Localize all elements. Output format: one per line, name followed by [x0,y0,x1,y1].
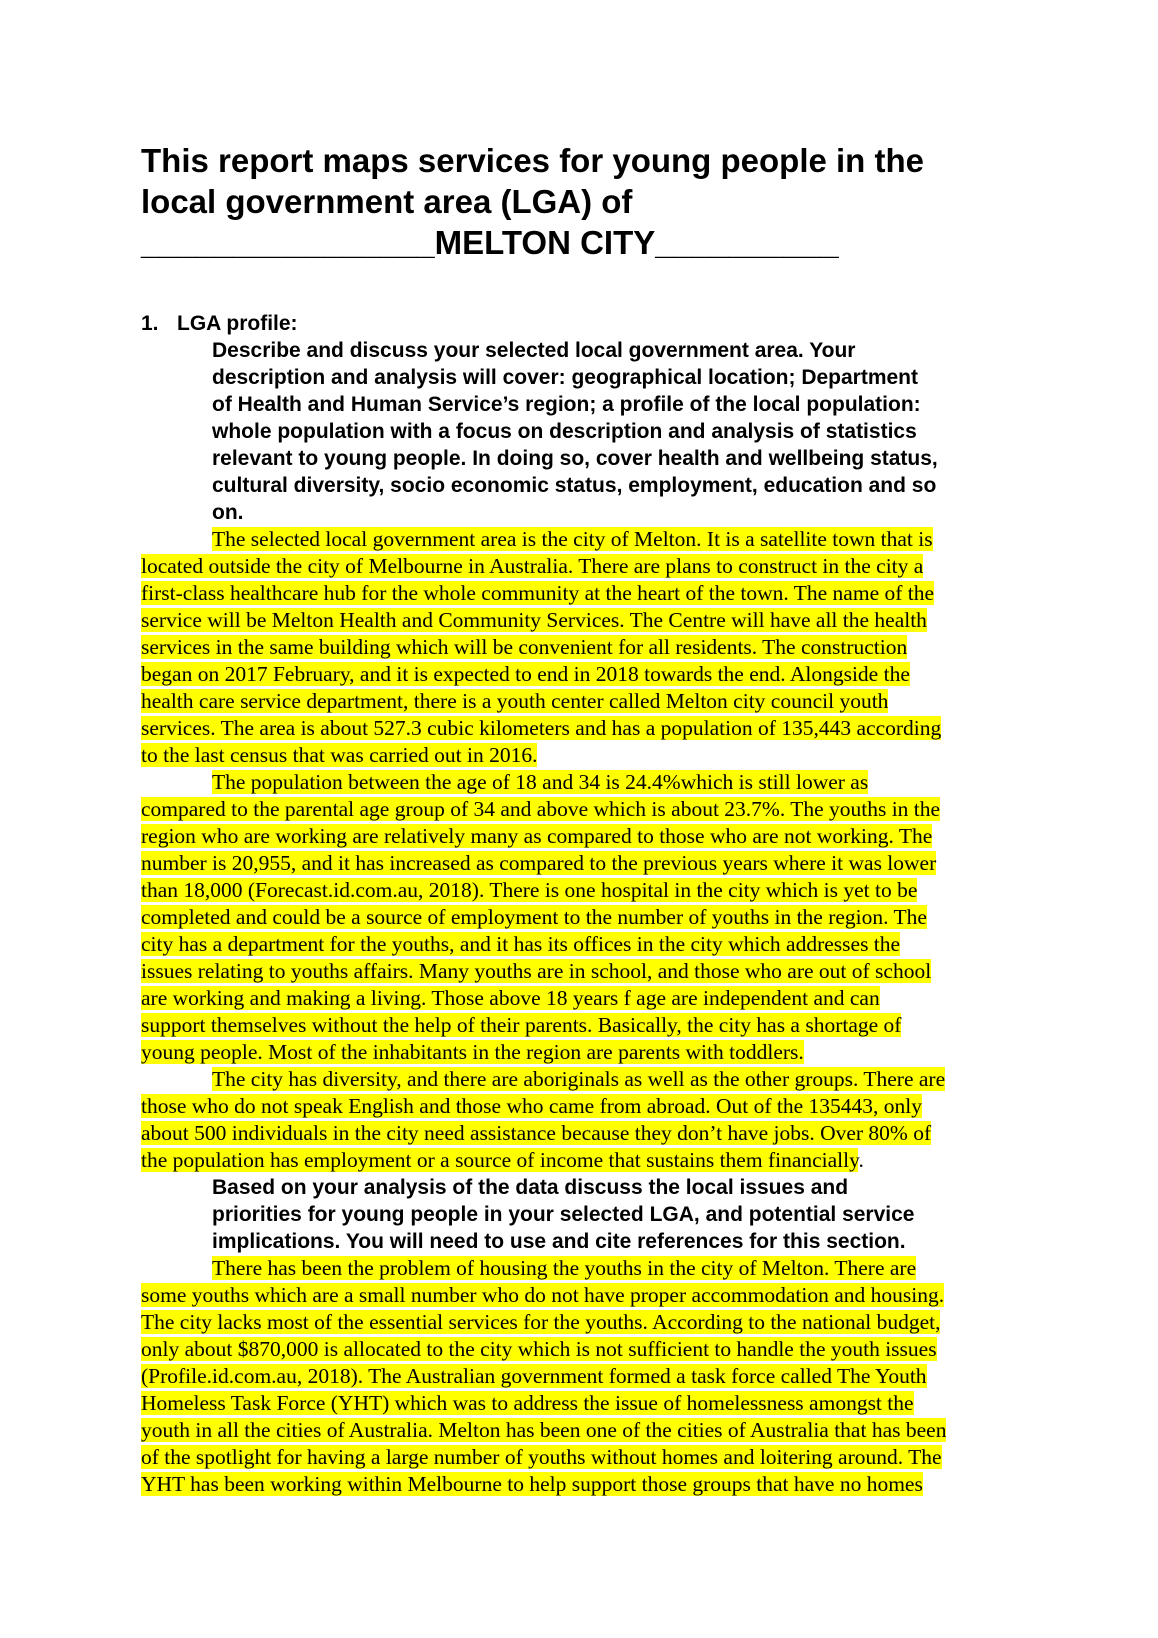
instruction-lga-profile [212,337,1021,526]
section-heading [141,311,1021,337]
paragraph-line: region who are working are relatively many as compared to those who are not working. The [141,824,933,848]
title-line-3: ________________MELTON CITY__________ [141,224,839,261]
paragraph-line: youth in all the cities of Australia. Melton has been one of the cities of Australia that has been [141,1418,947,1442]
paragraph-line: of the spotlight for having a large number of youths without homes and loitering around. The [141,1445,942,1469]
paragraph-line: The selected local government area is the city of Melton. It is a satellite town that is [212,527,933,551]
paragraph-population [141,769,1021,1066]
paragraph-line: Homeless Task Force (YHT) which was to address the issue of homelessness amongst the [141,1391,914,1415]
title-line-1: This report maps services for young people in the [141,142,925,179]
instruction-line: priorities for young people in your selected LGA, and potential service [212,1203,915,1226]
section-title: LGA profile: [177,312,298,335]
paragraph-line: issues relating to youths affairs. Many youths are in school, and those who are out of school [141,959,932,983]
paragraph-housing [141,1255,1021,1498]
instruction-line: whole population with a focus on description and analysis of statistics [212,420,917,443]
instruction-line: cultural diversity, socio economic status, employment, education and so [212,474,937,497]
paragraph-line: services. The area is about 527.3 cubic kilometers and has a population of 135,443 according [141,716,942,740]
instruction-line: of Health and Human Service’s region; a profile of the local population: [212,393,921,416]
paragraph-line: completed and could be a source of employment to the number of youths in the region. The [141,905,927,929]
paragraph-line: some youths which are a small number who do not have proper accommodation and housing. [141,1283,945,1307]
section-number: 1. [141,312,159,335]
paragraph-line: The population between the age of 18 and 34 is 24.4%which is still lower as [212,770,869,794]
paragraph-line: number is 20,955, and it has increased as compared to the previous years where it was lower [141,851,937,875]
document-body [141,311,1021,1498]
paragraph-line: health care service department, there is a youth center called Melton city council youth [141,689,889,713]
instruction-line: on. [212,501,244,524]
paragraph-line: the population has employment or a source of income that sustains them financially [141,1148,859,1172]
paragraph-location [141,526,1021,769]
paragraph-line: to the last census that was carried out in 2016. [141,743,538,767]
instruction-local-issues [212,1174,1021,1255]
instruction-line: implications. You will need to use and cite references for this section. [212,1230,906,1253]
paragraph-line: than 18,000 (Forecast.id.com.au, 2018). There is one hospital in the city which is yet to be [141,878,918,902]
paragraph-line: about 500 individuals in the city need assistance because they don’t have jobs. Over 80% of [141,1121,932,1145]
paragraph-line: The city lacks most of the essential services for the youths. According to the national budget, [141,1310,941,1334]
paragraph-end-period: . [858,1148,864,1172]
instruction-line: relevant to young people. In doing so, cover health and wellbeing status, [212,447,938,470]
instruction-line: Based on your analysis of the data discuss the local issues and [212,1176,849,1199]
paragraph-line: The city has diversity, and there are aboriginals as well as the other groups. There are [212,1067,946,1091]
report-title [141,140,1021,263]
paragraph-line: first-class healthcare hub for the whole community at the heart of the town. The name of the [141,581,935,605]
paragraph-line: are working and making a living. Those above 18 years f age are independent and can [141,986,880,1010]
title-line-2: local government area (LGA) of [141,183,633,220]
paragraph-line: those who do not speak English and those who came from abroad. Out of the 135443, only [141,1094,923,1118]
instruction-line: Describe and discuss your selected local government area. Your [212,339,856,362]
paragraph-line: city has a department for the youths, and it has its offices in the city which addresses the [141,932,901,956]
paragraph-line: YHT has been working within Melbourne to help support those groups that have no homes [141,1472,923,1496]
paragraph-line: There has been the problem of housing the youths in the city of Melton. There are [212,1256,917,1280]
paragraph-line: support themselves without the help of their parents. Basically, the city has a shortage of [141,1013,902,1037]
paragraph-line: young people. Most of the inhabitants in the region are parents with toddlers. [141,1040,804,1064]
paragraph-line: service will be Melton Health and Community Services. The Centre will have all the health [141,608,927,632]
paragraph-line: (Profile.id.com.au, 2018). The Australian government formed a task force called The Youth [141,1364,927,1388]
paragraph-line: services in the same building which will be convenient for all residents. The construction [141,635,908,659]
instruction-line: description and analysis will cover: geographical location; Department [212,366,919,389]
paragraph-line: began on 2017 February, and it is expected to end in 2018 towards the end. Alongside the [141,662,910,686]
paragraph-diversity [141,1066,1021,1174]
paragraph-line: compared to the parental age group of 34 and above which is about 23.7%. The youths in the [141,797,941,821]
paragraph-line: only about $870,000 is allocated to the city which is not sufficient to handle the youth issues [141,1337,937,1361]
paragraph-line: located outside the city of Melbourne in Australia. There are plans to construct in the city a [141,554,924,578]
